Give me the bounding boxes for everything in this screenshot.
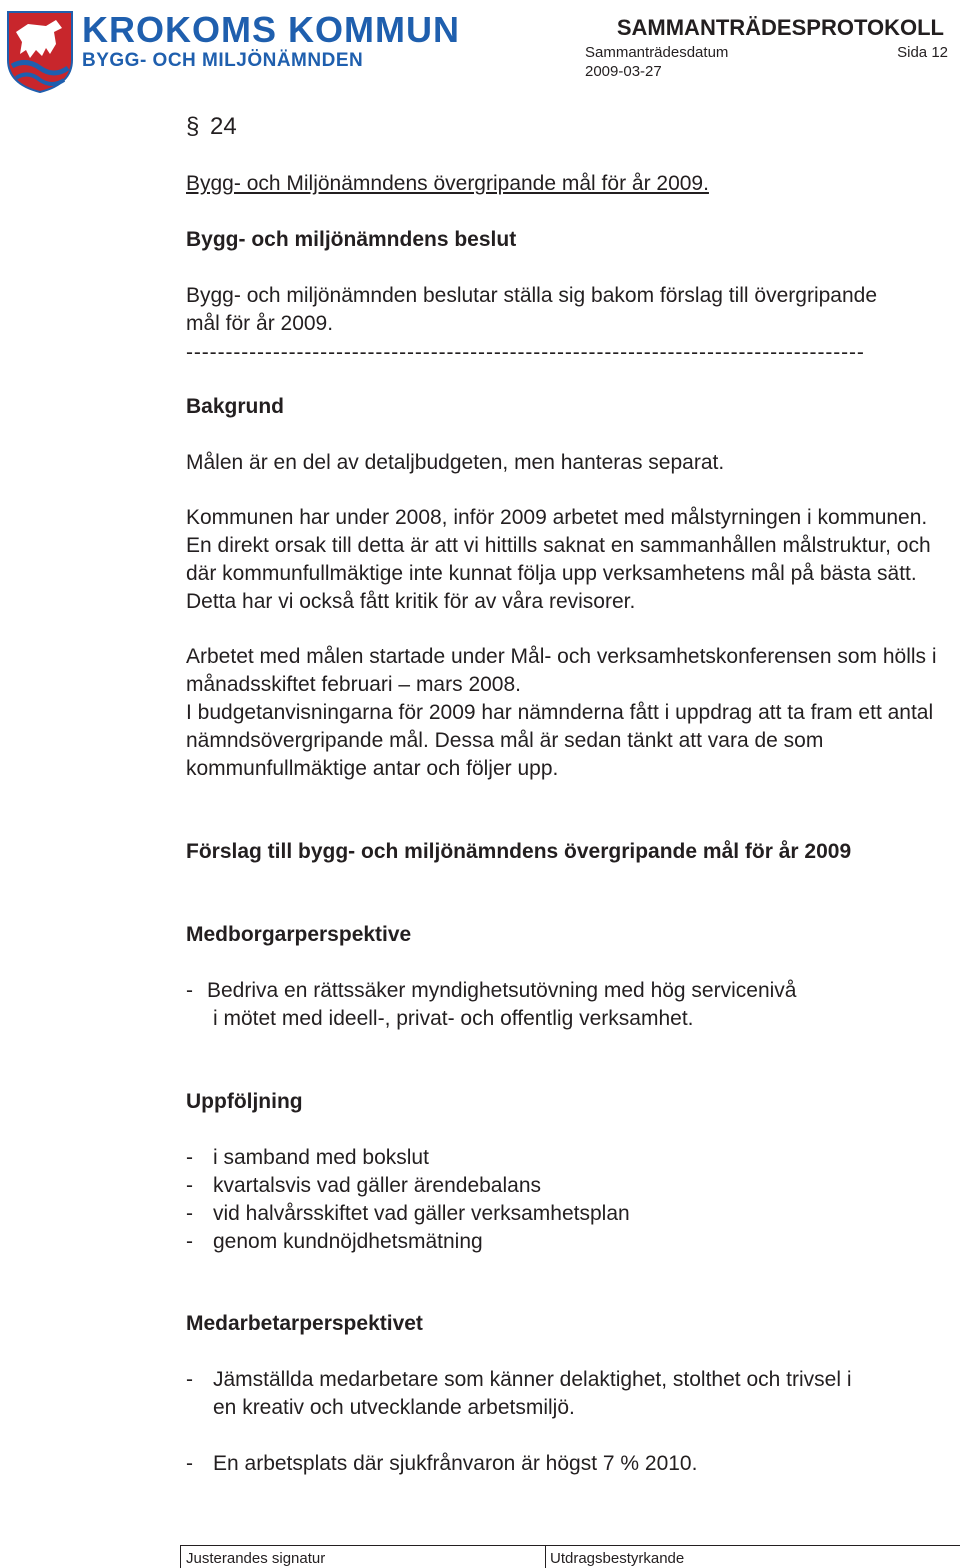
section-symbol: § [186,113,200,140]
citizen-goal [186,977,796,1005]
employee-goal-2: - En arbetsplats där sjukfrånvaron är högst 7 % 2010. [186,1452,698,1475]
employee-goal-1: - Jämställda medarbetare som känner delaktighet, stolthet och trivsel i [186,1368,852,1391]
list-item: - genom kundnöjdhetsmätning [186,1230,483,1253]
list-item: - i samband med bokslut [186,1146,429,1169]
employee-heading: Medarbetarperspektivet [186,1312,423,1335]
footer-rule [180,1545,960,1546]
employee-goal-1-line-2: en kreativ och utvecklande arbetsmiljö. [213,1396,575,1419]
footer-divider [180,1545,181,1568]
citizen-goal-line-1: Bedriva en rättssäker myndighetsutövning med hög servicenivå [207,979,797,1002]
proposal-heading: Förslag till bygg- och miljönämndens övergripande mål för år 2009 [186,840,852,863]
document-type: SAMMANTRÄDESPROTOKOLL [616,15,944,40]
background-paragraph-1: Målen är en del av detaljbudgeten, men hanteras separat. [186,451,725,474]
background-heading: Bakgrund [186,395,285,418]
background-paragraph-2: Kommunen har under 2008, inför 2009 arbetet med målstyrningen i kommunen. En direkt orsak till detta är att vi hittills saknat en sammanhållen målstruktur, och där kommunfullmäktige inte kunnat följa upp verksamhetens mål på bästa sätt. Detta har vi också fått kritik för av våra revisorer. [186,506,931,613]
footer-divider [545,1545,546,1568]
separator-rule: -------------------------------------------------------------------------------------- [186,341,865,364]
decision-text: Bygg- och miljönämnden beslutar ställa sig bakom förslag till övergripande mål för år 2009. [186,284,878,335]
meeting-date-label: Sammanträdesdatum [585,44,729,61]
page-number: Sida 12 [897,44,948,61]
crest-horse-icon [6,10,74,94]
decision-heading: Bygg- och miljönämndens beslut [186,228,517,251]
followup-heading: Uppföljning [186,1090,303,1113]
list-dash: - [186,979,193,1002]
section-number-value: 24 [210,113,237,140]
section-title: Bygg- och Miljönämndens övergripande mål för år 2009. [186,172,709,195]
extract-label: Utdragsbestyrkande [550,1550,685,1567]
background-paragraph-4: I budgetanvisningarna för 2009 har nämnderna fått i uppdrag att ta fram ett antal nämndsövergripande mål. Dessa mål är sedan tänkt att vara de som kommunfullmäktige antar och följer upp. [186,701,934,780]
org-name: KROKOMS KOMMUN [82,9,460,50]
list-item: - kvartalsvis vad gäller ärendebalans [186,1174,542,1197]
citizen-goal-line-2: i mötet med ideell-, privat- och offentlig verksamhet. [213,1007,694,1030]
list-item: - vid halvårsskiftet vad gäller verksamhetsplan [186,1202,630,1225]
section-number [186,113,237,141]
signature-label: Justerandes signatur [186,1550,326,1567]
background-paragraph-3: Arbetet med målen startade under Mål- och verksamhetskonferensen som hölls i månadsskiftet februari – mars 2008. [186,645,937,696]
meeting-date: 2009-03-27 [585,63,662,80]
citizen-heading: Medborgarperspektive [186,923,412,946]
org-subtitle: BYGG- OCH MILJÖNÄMNDEN [82,50,364,71]
